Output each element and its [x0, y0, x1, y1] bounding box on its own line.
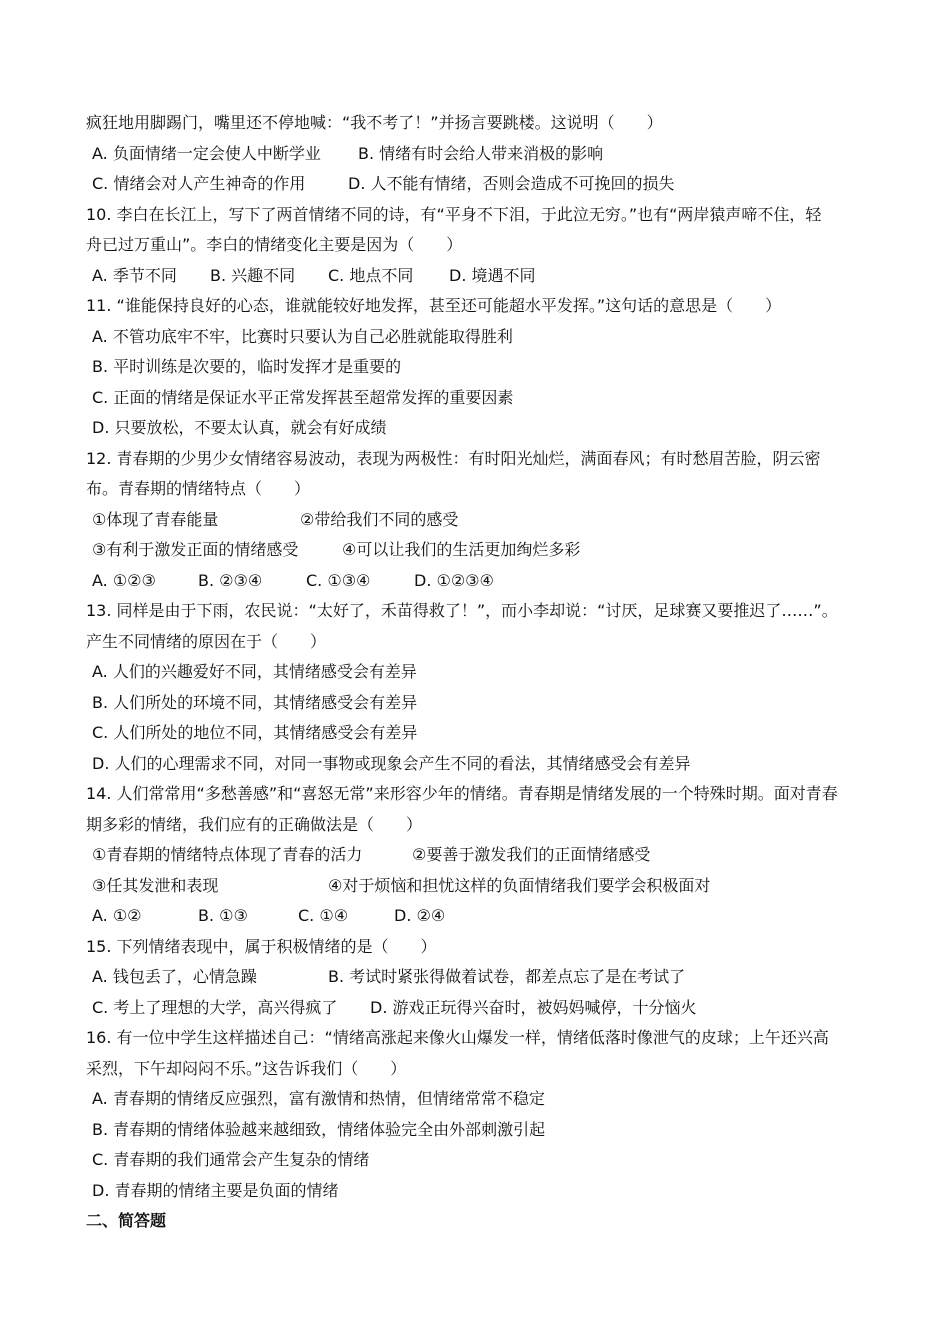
q14-statement-4: ④对于烦恼和担忧这样的负面情绪我们要学会积极面对 [328, 875, 711, 895]
q14-stem-line-1: 14. 人们常常用“多愁善感”和“喜怒无常”来形容少年的情绪。青春期是情绪发展的一个特殊时期。面对青春 [86, 784, 838, 803]
q14-statement-1: ①青春期的情绪特点体现了青春的活力 [92, 845, 363, 864]
q12-statement-1: ①体现了青春能量 [92, 509, 219, 529]
section-2-title: 二、简答题 [86, 1211, 167, 1230]
q14-statement-2: ②要善于激发我们的正面情绪感受 [412, 845, 651, 864]
q16-option-a[interactable]: A. 青春期的情绪反应强烈，富有激情和热情，但情绪常常不稳定 [92, 1089, 545, 1108]
exam-page [86, 108, 872, 1237]
q13-option-d[interactable]: D. 人们的心理需求不同，对同一事物或现象会产生不同的看法，其情绪感受会有差异 [92, 753, 691, 773]
q9-option-b[interactable]: B. 情绪有时会给人带来消极的影响 [358, 143, 604, 163]
q15-option-c[interactable]: C. 考上了理想的大学，高兴得疯了 [92, 997, 338, 1017]
q12-statement-4: ④可以让我们的生活更加绚烂多彩 [342, 540, 581, 559]
q10-stem-line-1: 10. 李白在长江上，写下了两首情绪不同的诗，有“平身不下泪，于此泣无穷。”也有“两岸猿声啼不住，轻 [86, 204, 822, 224]
q9-option-d[interactable]: D. 人不能有情绪，否则会造成不可挽回的损失 [348, 174, 675, 193]
q10-option-d[interactable]: D. 境遇不同 [449, 265, 536, 285]
q10-options-row [86, 261, 872, 292]
q16-option-b[interactable]: B. 青春期的情绪体验越来越细致，情绪体验完全由外部刺激引起 [92, 1119, 546, 1139]
q12-statements-row-1 [86, 505, 872, 536]
q12-stem-line-2: 布。青春期的情绪特点（ ） [86, 479, 311, 498]
q11-option-b[interactable]: B. 平时训练是次要的，临时发挥才是重要的 [92, 357, 402, 376]
q14-statement-3: ③任其发泄和表现 [92, 875, 219, 895]
q12-option-b[interactable]: B. ②③④ [198, 570, 263, 590]
q14-option-c[interactable]: C. ①④ [298, 906, 349, 925]
q16-stem-line-1: 16. 有一位中学生这样描述自己：“情绪高涨起来像火山爆发一样，情绪低落时像泄气的皮球；上午还兴高 [86, 1028, 829, 1047]
q14-statements-row-2 [86, 871, 872, 902]
q11-stem-line-1: 11. “谁能保持良好的心态，谁就能较好地发挥，甚至还可能超水平发挥。”这句话的意思是（ ） [86, 296, 782, 315]
q10-stem-line-2: 舟已过万重山”。李白的情绪变化主要是因为（ ） [86, 235, 463, 254]
q9-options-row-2 [86, 169, 872, 200]
q13-stem-line-2: 产生不同情绪的原因在于（ ） [86, 631, 327, 651]
q11-option-d[interactable]: D. 只要放松，不要太认真，就会有好成绩 [92, 418, 387, 437]
q9-option-a[interactable]: A. 负面情绪一定会使人中断学业 [92, 143, 321, 163]
q14-stem-line-2: 期多彩的情绪，我们应有的正确做法是（ ） [86, 814, 423, 834]
q15-option-a[interactable]: A. 钱包丢了，心情急躁 [92, 967, 257, 986]
q12-option-c[interactable]: C. ①③④ [306, 570, 371, 590]
q9-option-c[interactable]: C. 情绪会对人产生神奇的作用 [92, 174, 306, 193]
q13-option-c[interactable]: C. 人们所处的地位不同，其情绪感受会有差异 [92, 723, 418, 742]
q12-statements-row-2 [86, 535, 872, 566]
q12-option-d[interactable]: D. ①②③④ [414, 570, 494, 590]
q12-options-row [86, 566, 872, 597]
q13-option-b[interactable]: B. 人们所处的环境不同，其情绪感受会有差异 [92, 692, 418, 712]
q16-option-d[interactable]: D. 青春期的情绪主要是负面的情绪 [92, 1180, 339, 1200]
q9-stem-tail: 疯狂地用脚踢门，嘴里还不停地喊：“我不考了！”并扬言要跳楼。这说明（ ） [86, 113, 663, 132]
q12-option-a[interactable]: A. ①②③ [92, 570, 156, 590]
q14-option-b[interactable]: B. ①③ [198, 906, 248, 925]
q13-stem-line-1: 13. 同样是由于下雨，农民说：“太好了，禾苗得救了！”，而小李却说：“讨厌，足球赛又要推迟了……”。 [86, 601, 838, 620]
q16-stem-line-2: 采烈，下午却闷闷不乐。”这告诉我们（ ） [86, 1058, 407, 1078]
q14-statements-row-1 [86, 840, 872, 871]
q13-option-a[interactable]: A. 人们的兴趣爱好不同，其情绪感受会有差异 [92, 662, 417, 681]
q10-option-b[interactable]: B. 兴趣不同 [210, 265, 296, 285]
q16-option-c[interactable]: C. 青春期的我们通常会产生复杂的情绪 [92, 1150, 370, 1169]
q10-option-a[interactable]: A. 季节不同 [92, 265, 177, 285]
q14-options-row [86, 901, 872, 932]
q15-option-b[interactable]: B. 考试时紧张得做着试卷，都差点忘了是在考试了 [328, 967, 686, 986]
q15-options-row-1 [86, 962, 872, 993]
q9-options-row-1 [86, 139, 872, 170]
q11-option-a[interactable]: A. 不管功底牢不牢，比赛时只要认为自己必胜就能取得胜利 [92, 326, 513, 346]
q12-statement-2: ②带给我们不同的感受 [300, 509, 459, 529]
q11-option-c[interactable]: C. 正面的情绪是保证水平正常发挥甚至超常发挥的重要因素 [92, 387, 514, 407]
q12-statement-3: ③有利于激发正面的情绪感受 [92, 540, 299, 559]
q14-option-d[interactable]: D. ②④ [394, 906, 446, 925]
q15-option-d[interactable]: D. 游戏正玩得兴奋时，被妈妈喊停，十分恼火 [370, 997, 697, 1017]
q14-option-a[interactable]: A. ①② [92, 906, 142, 925]
q15-options-row-2 [86, 993, 872, 1024]
q15-stem-line-1: 15. 下列情绪表现中，属于积极情绪的是（ ） [86, 936, 437, 956]
q12-stem-line-1: 12. 青春期的少男少女情绪容易波动，表现为两极性：有时阳光灿烂，满面春风；有时愁眉苦脸，阴云密 [86, 448, 821, 468]
q10-option-c[interactable]: C. 地点不同 [328, 265, 414, 285]
